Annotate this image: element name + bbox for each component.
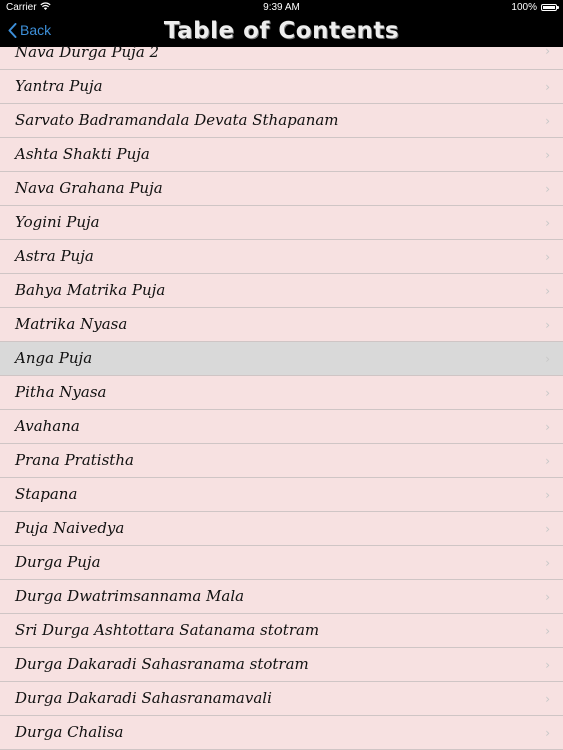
list-item-label: Astra Puja [15, 247, 94, 265]
chevron-right-icon: › [545, 386, 550, 400]
chevron-right-icon: › [545, 44, 550, 58]
list-item[interactable] [0, 138, 563, 172]
status-bar [0, 0, 563, 16]
chevron-right-icon: › [545, 624, 550, 638]
list-item-label: Durga Chalisa [15, 723, 124, 741]
list-item[interactable] [0, 342, 563, 376]
list-item-label: Yantra Puja [15, 77, 103, 95]
chevron-right-icon: › [545, 318, 550, 332]
list-item-label: Sarvato Badramandala Devata Sthapanam [15, 111, 339, 129]
chevron-right-icon: › [545, 216, 550, 230]
page-title: Table of Contents [163, 18, 400, 44]
carrier-label: Carrier [6, 2, 37, 13]
list-item[interactable] [0, 206, 563, 240]
chevron-right-icon: › [545, 692, 550, 706]
list-item[interactable] [0, 274, 563, 308]
chevron-right-icon: › [545, 80, 550, 94]
chevron-right-icon: › [545, 114, 550, 128]
chevron-right-icon: › [545, 488, 550, 502]
chevron-right-icon: › [545, 148, 550, 162]
list-item-label: Anga Puja [15, 349, 93, 367]
list-item[interactable] [0, 648, 563, 682]
chevron-right-icon: › [545, 590, 550, 604]
chevron-right-icon: › [545, 522, 550, 536]
chevron-right-icon: › [545, 658, 550, 672]
list-item-label: Durga Dakaradi Sahasranamavali [15, 689, 272, 707]
list-item[interactable] [0, 512, 563, 546]
list-item[interactable] [0, 240, 563, 274]
chevron-right-icon: › [545, 352, 550, 366]
list-item-label: Prana Pratistha [15, 451, 134, 469]
list-item-label: Yogini Puja [15, 213, 100, 231]
status-time: 9:39 AM [263, 2, 300, 13]
list-item-label: Avahana [15, 417, 80, 435]
chevron-right-icon: › [545, 250, 550, 264]
chevron-right-icon: › [545, 284, 550, 298]
list-item-label: Ashta Shakti Puja [15, 145, 150, 163]
list-item[interactable] [0, 104, 563, 138]
list-item[interactable] [0, 410, 563, 444]
chevron-right-icon: › [545, 454, 550, 468]
battery-icon [541, 4, 557, 11]
list-item[interactable] [0, 70, 563, 104]
chevron-right-icon: › [545, 726, 550, 740]
list-item-label: Nava Durga Puja 2 [15, 43, 160, 61]
list-item-label: Durga Dakaradi Sahasranama stotram [15, 655, 309, 673]
contents-list [0, 43, 563, 750]
list-item[interactable] [0, 376, 563, 410]
chevron-right-icon: › [545, 556, 550, 570]
list-item[interactable] [0, 716, 563, 750]
list-item-label: Stapana [15, 485, 78, 503]
list-item-label: Pitha Nyasa [15, 383, 107, 401]
list-item[interactable] [0, 478, 563, 512]
list-item-label: Bahya Matrika Puja [15, 281, 166, 299]
list-item[interactable] [0, 546, 563, 580]
chevron-right-icon: › [545, 420, 550, 434]
list-item[interactable] [0, 308, 563, 342]
list-item[interactable] [0, 172, 563, 206]
list-item[interactable] [0, 43, 563, 70]
list-item[interactable] [0, 682, 563, 716]
back-label: Back [20, 22, 52, 38]
list-item-label: Nava Grahana Puja [15, 179, 163, 197]
list-item-label: Puja Naivedya [15, 519, 125, 537]
list-item-label: Durga Dwatrimsannama Mala [15, 587, 245, 605]
list-item-label: Durga Puja [15, 553, 101, 571]
list-item[interactable] [0, 444, 563, 478]
list-item-label: Sri Durga Ashtottara Satanama stotram [15, 621, 320, 639]
list-item-label: Matrika Nyasa [15, 315, 128, 333]
list-item[interactable] [0, 580, 563, 614]
list-item[interactable] [0, 614, 563, 648]
chevron-right-icon: › [545, 182, 550, 196]
battery-percentage: 100% [511, 2, 537, 13]
